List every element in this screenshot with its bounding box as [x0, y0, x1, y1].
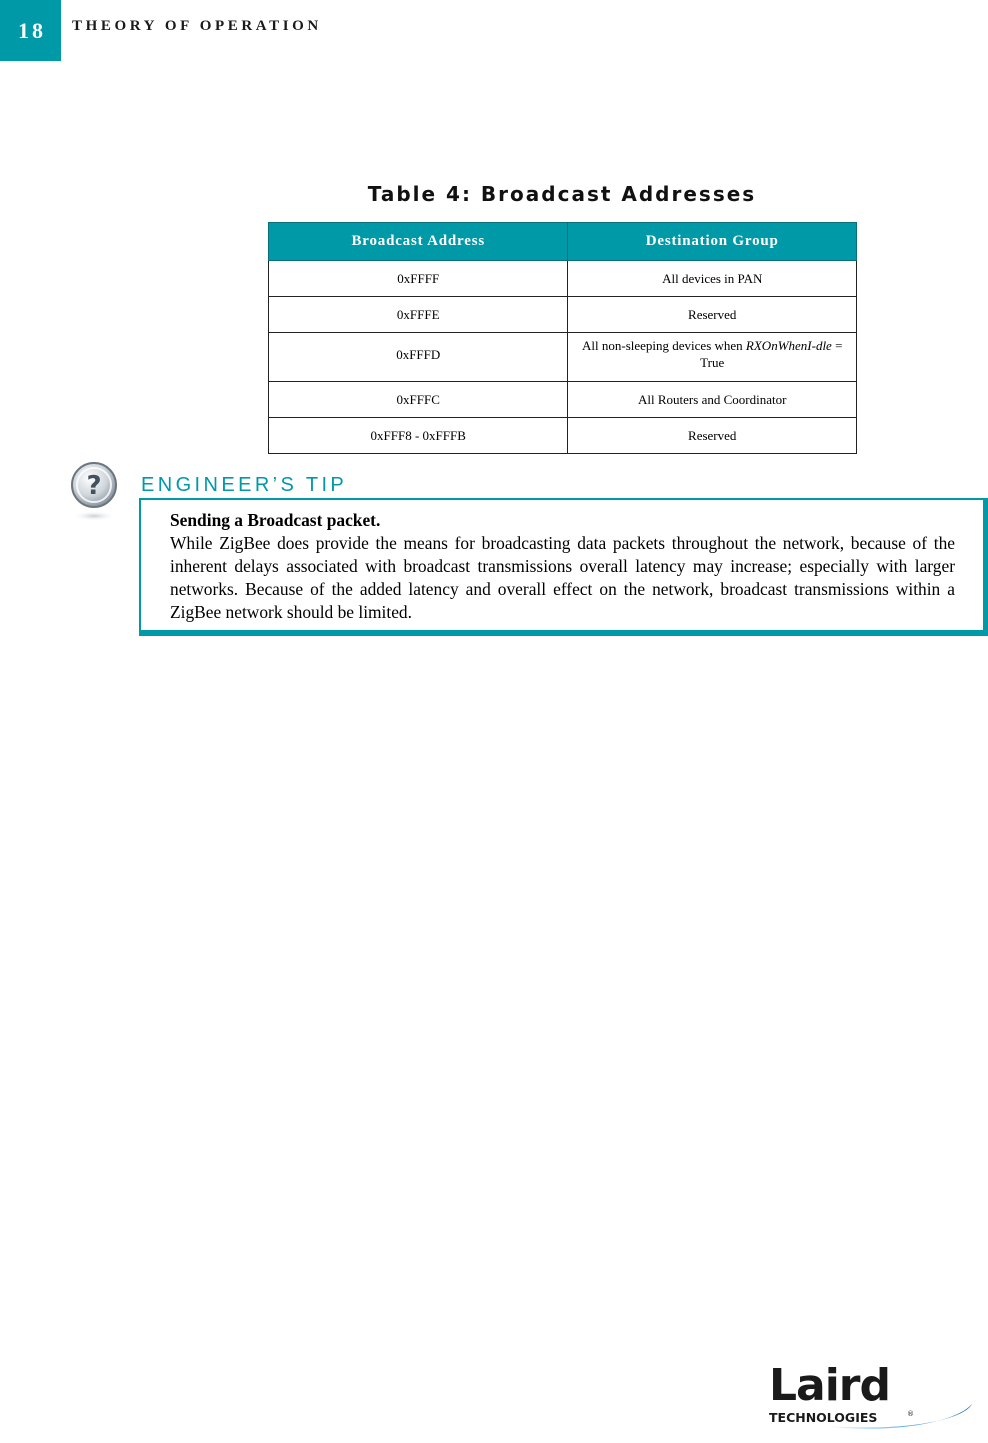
engineers-tip-heading: ENGINEER’S TIP: [141, 474, 348, 496]
svg-text:Laird: Laird: [769, 1360, 891, 1411]
help-question-icon: [69, 460, 119, 524]
engineers-tip-content: [170, 509, 955, 624]
tip-body: While ZigBee does provide the means for broadcasting data packets throughout the network, because of the inherent delays associated with broadcast transmissions overall latency may increase; especially with larger networks. Because of the added latency and overall effect on the network, broadcast transmissions within a ZigBee network should be limited.: [170, 533, 955, 622]
table-row: [269, 297, 857, 333]
tip-title: Sending a Broadcast packet.: [170, 510, 381, 530]
laird-technologies-logo: [765, 1360, 975, 1438]
address-cell: 0xFFFE: [269, 297, 568, 333]
group-cell: All Routers and Coordinator: [568, 382, 857, 418]
table-row: [269, 333, 857, 382]
group-cell: Reserved: [568, 297, 857, 333]
svg-text:?: ?: [86, 471, 102, 501]
column-header-destination-group: Destination Group: [568, 223, 857, 261]
svg-text:®: ®: [907, 1410, 914, 1418]
group-cell: [568, 333, 857, 382]
table-row: [269, 261, 857, 297]
group-text-suffix: = True: [700, 338, 843, 370]
group-text-prefix: All non-sleeping devices when: [582, 338, 746, 353]
table-row: [269, 418, 857, 454]
address-cell: 0xFFF8 - 0xFFFB: [269, 418, 568, 454]
address-cell: 0xFFFF: [269, 261, 568, 297]
broadcast-address-table: [268, 222, 857, 454]
table-row: [269, 382, 857, 418]
address-cell: 0xFFFD: [269, 333, 568, 382]
column-header-broadcast-address: Broadcast Address: [269, 223, 568, 261]
group-cell: Reserved: [568, 418, 857, 454]
table-caption: Table 4: Broadcast Addresses: [367, 182, 757, 206]
section-title: THEORY OF OPERATION: [72, 18, 322, 34]
group-cell: All devices in PAN: [568, 261, 857, 297]
group-text-italic: RXOnWhenI-dle: [745, 338, 832, 353]
address-cell: 0xFFFC: [269, 382, 568, 418]
table-header-row: [269, 223, 857, 261]
page-number-badge: 18: [0, 0, 61, 61]
svg-text:TECHNOLOGIES: TECHNOLOGIES: [769, 1410, 878, 1425]
